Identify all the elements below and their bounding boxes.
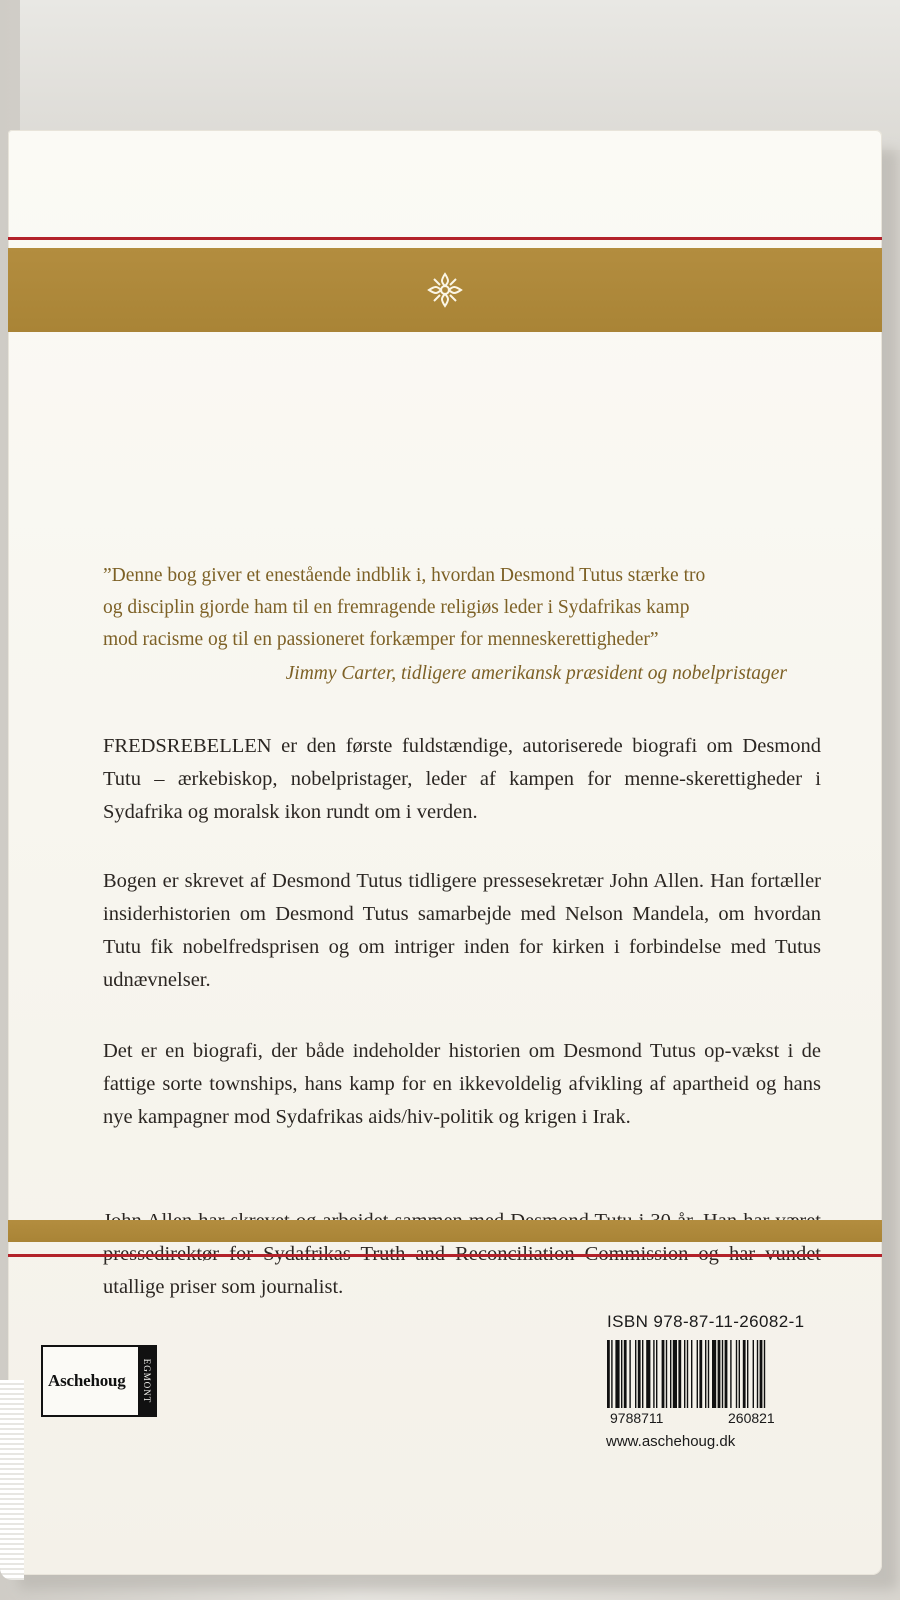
author-paragraph: Bogen er skrevet af Desmond Tutus tidligere pressesekretær John Allen. Han fortæller insiderhistorien om Desmond Tutus samarbejde med Nelson Mandela, om hvordan Tutu fik nobelfredsprisen og om intriger inden for kirken i forbindelse med Tutus udnævnelser.: [103, 870, 821, 991]
synopsis-paragraph: FREDSREBELLEN er den første fuldstændige, autoriserede biografi om Desmond Tutu – ærkebiskop, nobelpristager, leder af kampen for menne-skerettigheder i Sydafrika og moralsk ikon rundt om i verden.: [103, 735, 821, 823]
floral-ornament-icon: [423, 268, 467, 312]
isbn-barcode: [605, 1340, 835, 1412]
quote-line: og disciplin gjorde ham til en fremragende religiøs leder i Sydafrikas kamp: [103, 597, 690, 618]
content-paragraph: Det er en biografi, der både indeholder historien om Desmond Tutus op-vækst i de fattige sorte townships, hans kamp for en ikkevoldelig afvikling af apartheid og hans nye kampagner mod Sydafrikas aids/hiv-politik og krigen i Irak.: [103, 1040, 821, 1128]
quote-line: ”Denne bog giver et enestående indblik i, hvordan Desmond Tutus stærke tro: [103, 565, 706, 586]
barcode-digits-right: 260821: [728, 1410, 775, 1426]
quote-line: mod racisme og til en passioneret forkæmper for menneskerettigheder”: [103, 629, 659, 650]
top-red-rule: [8, 237, 882, 240]
publisher-website: www.aschehoug.dk: [606, 1433, 736, 1450]
adjacent-book: [20, 0, 900, 150]
publisher-group: EGMONT: [141, 1358, 152, 1404]
bottom-red-rule: [8, 1254, 882, 1257]
top-gold-band: [8, 248, 882, 332]
publisher-group-strip: [138, 1347, 155, 1415]
author-bio-paragraph: utallige priser som journalist.: [103, 1276, 344, 1298]
publisher-name: Aschehoug: [48, 1371, 126, 1390]
quote-attribution: Jimmy Carter, tidligere amerikansk præsident og nobelpristager: [285, 663, 787, 684]
publisher-logo: [41, 1345, 157, 1417]
page-edges: [0, 1380, 24, 1580]
endorsement-quote: [103, 560, 803, 656]
isbn-label: ISBN 978-87-11-26082-1: [607, 1312, 805, 1331]
bottom-gold-band: [8, 1220, 882, 1242]
barcode-digits-left: 9788711: [610, 1410, 664, 1426]
